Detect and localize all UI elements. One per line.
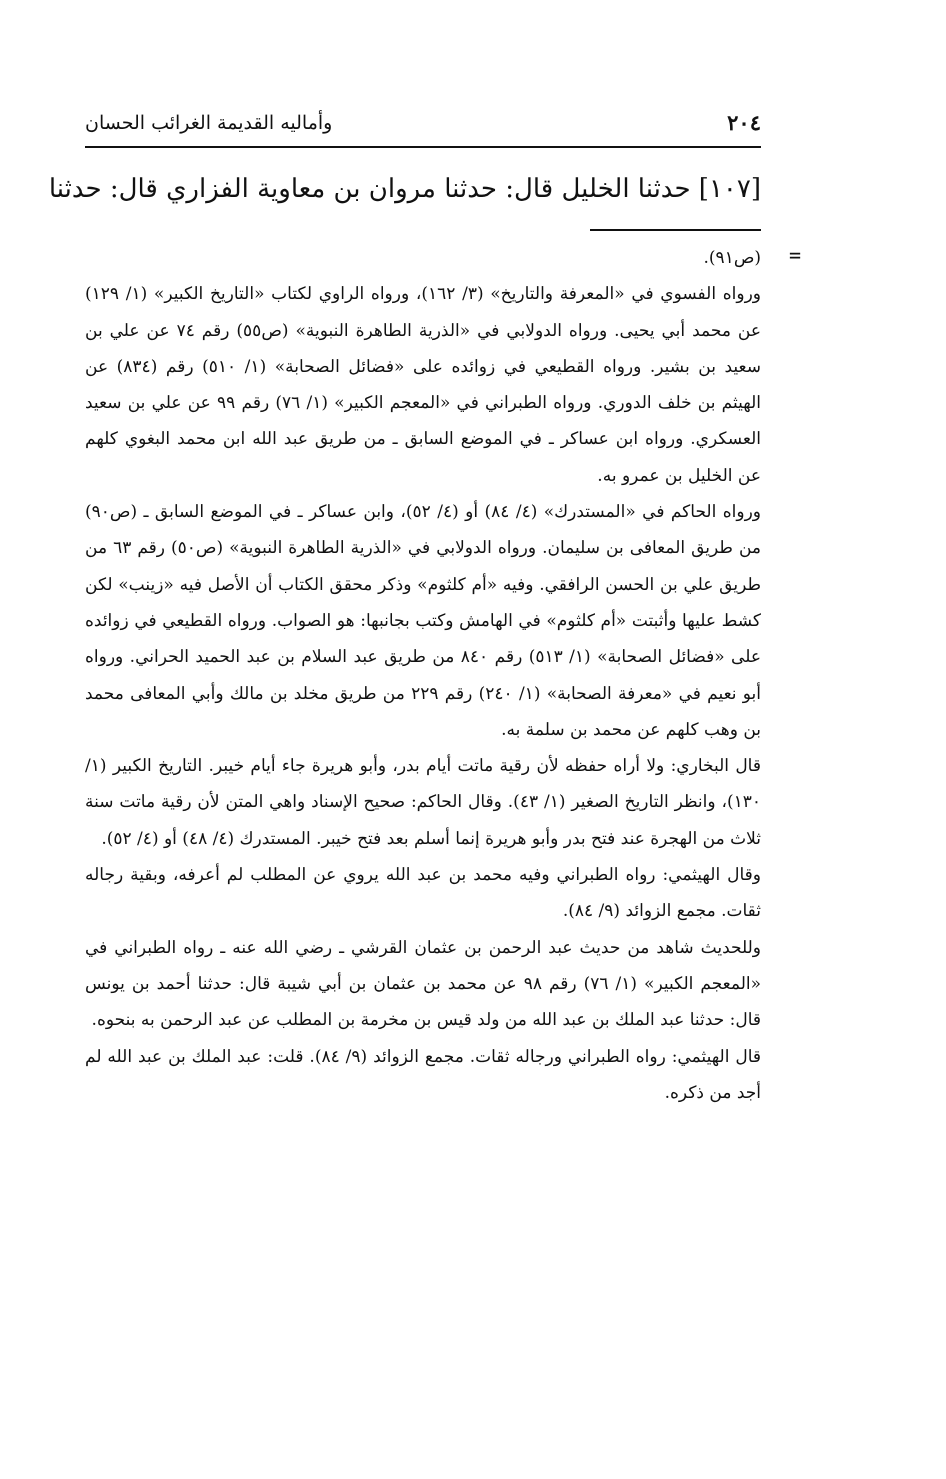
page-number: ٢٠٤ (727, 110, 761, 135)
footnote-separator (590, 229, 761, 231)
footnote-paragraph: ورواه الفسوي في «المعرفة والتاريخ» (٣/ ١٦٢)، ورواه الراوي لكتاب «التاريخ الكبير» (١/ ١٢٩) عن محمد أبي يحيى. ورواه الدولابي في «الذرية الطاهرة النبوية» (ص٥٥) رقم ٧٤ عن علي بن سعيد بن بشير. ورواه القطيعي في زوائده على «فضائل الصحابة» (١/ ٥١٠) رقم (٨٣٤) عن الهيثم بن خلف الدوري. ورواه الطبراني في «المعجم الكبير» (١/ ٧٦) رقم ٩٩ عن علي بن سعيد العسكري. ورواه ابن عساكر ـ في الموضع السابق ـ من طريق عبد الله ابن محمد البغوي كلهم عن الخليل بن عمرو به. (85, 284, 762, 486)
footnote-continuation-marker: = (789, 243, 802, 267)
footnote-paragraph: ورواه الحاكم في «المستدرك» (٤/ ٨٤) أو (٤/ ٥٢)، وابن عساكر ـ في الموضع السابق ـ (ص٩٠) من طريق المعافى بن سليمان. ورواه الدولابي في «الذرية الطاهرة النبوية» (ص٥٠) رقم ٦٣ من طريق علي بن الحسن الرافقي. وفيه «أم كلثوم» وذكر محقق الكتاب أن الأصل فيه «زينب» لكن كشط عليها وأثبتت «أم كلثوم» في الهامش وكتب بجانبها: هو الصواب. ورواه القطيعي في زوائده على «فضائل الصحابة» (١/ ٥١٣) رقم ٨٤٠ من طريق عبد السلام بن عبد الحميد الحراني. ورواه أبو نعيم في «معرفة الصحابة» (١/ ٢٤٠) رقم ٢٢٩ من طريق مخلد بن مالك وأبي المعافى محمد بن وهب كلهم عن محمد بن سلمة به. (85, 502, 761, 740)
footnote-paragraph: قال البخاري: ولا أراه حفظه لأن رقية ماتت أيام بدر، وأبو هريرة جاء أيام خيبر. التاريخ الكبير (١/ ١٣٠)، وانظر التاريخ الصغير (١/ ٤٣). وقال الحاكم: صحيح الإسناد واهي المتن لأن رقية ماتت سنة ثلاث من الهجرة عند فتح بدر وأبو هريرة إنما أسلم بعد فتح خيبر. المستدرك (٤/ ٤٨) أو (٤/ ٥٢). (85, 756, 762, 849)
footnotes-block (85, 240, 761, 1111)
header-rule (85, 146, 761, 148)
footnote-paragraph: وللحديث شاهد من حديث عبد الرحمن بن عثمان القرشي ـ رضي الله عنه ـ رواه الطبراني في «المعجم الكبير» (١/ ٧٦) رقم ٩٨ عن محمد بن عثمان بن أبي شيبة قال: حدثنا أحمد بن يونس قال: حدثنا عبد الملك بن عبد الله من ولد قيس بن مخرمة بن المطلب عن عبد الرحمن به بنحوه. (85, 937, 762, 1031)
footnote-paragraph: (ص٩١). (703, 248, 761, 268)
hadith-opening-line: [١٠٧] حدثنا الخليل قال: حدثنا مروان بن معاوية الفزاري قال: حدثنا (48, 174, 761, 204)
footnote-paragraph: وقال الهيثمي: رواه الطبراني وفيه محمد بن عبد الله يروي عن المطلب لم أعرفه، وبقية رجاله ثقات. مجمع الزوائد (٩/ ٨٤). (85, 865, 761, 922)
running-head (85, 110, 761, 142)
footnote-paragraph: قال الهيثمي: رواه الطبراني ورجاله ثقات. مجمع الزوائد (٩/ ٨٤). قلت: عبد الملك بن عبد الله لم أجد من ذكره. (85, 1046, 761, 1103)
book-title: وأماليه القديمة الغرائب الحسان (85, 112, 333, 134)
